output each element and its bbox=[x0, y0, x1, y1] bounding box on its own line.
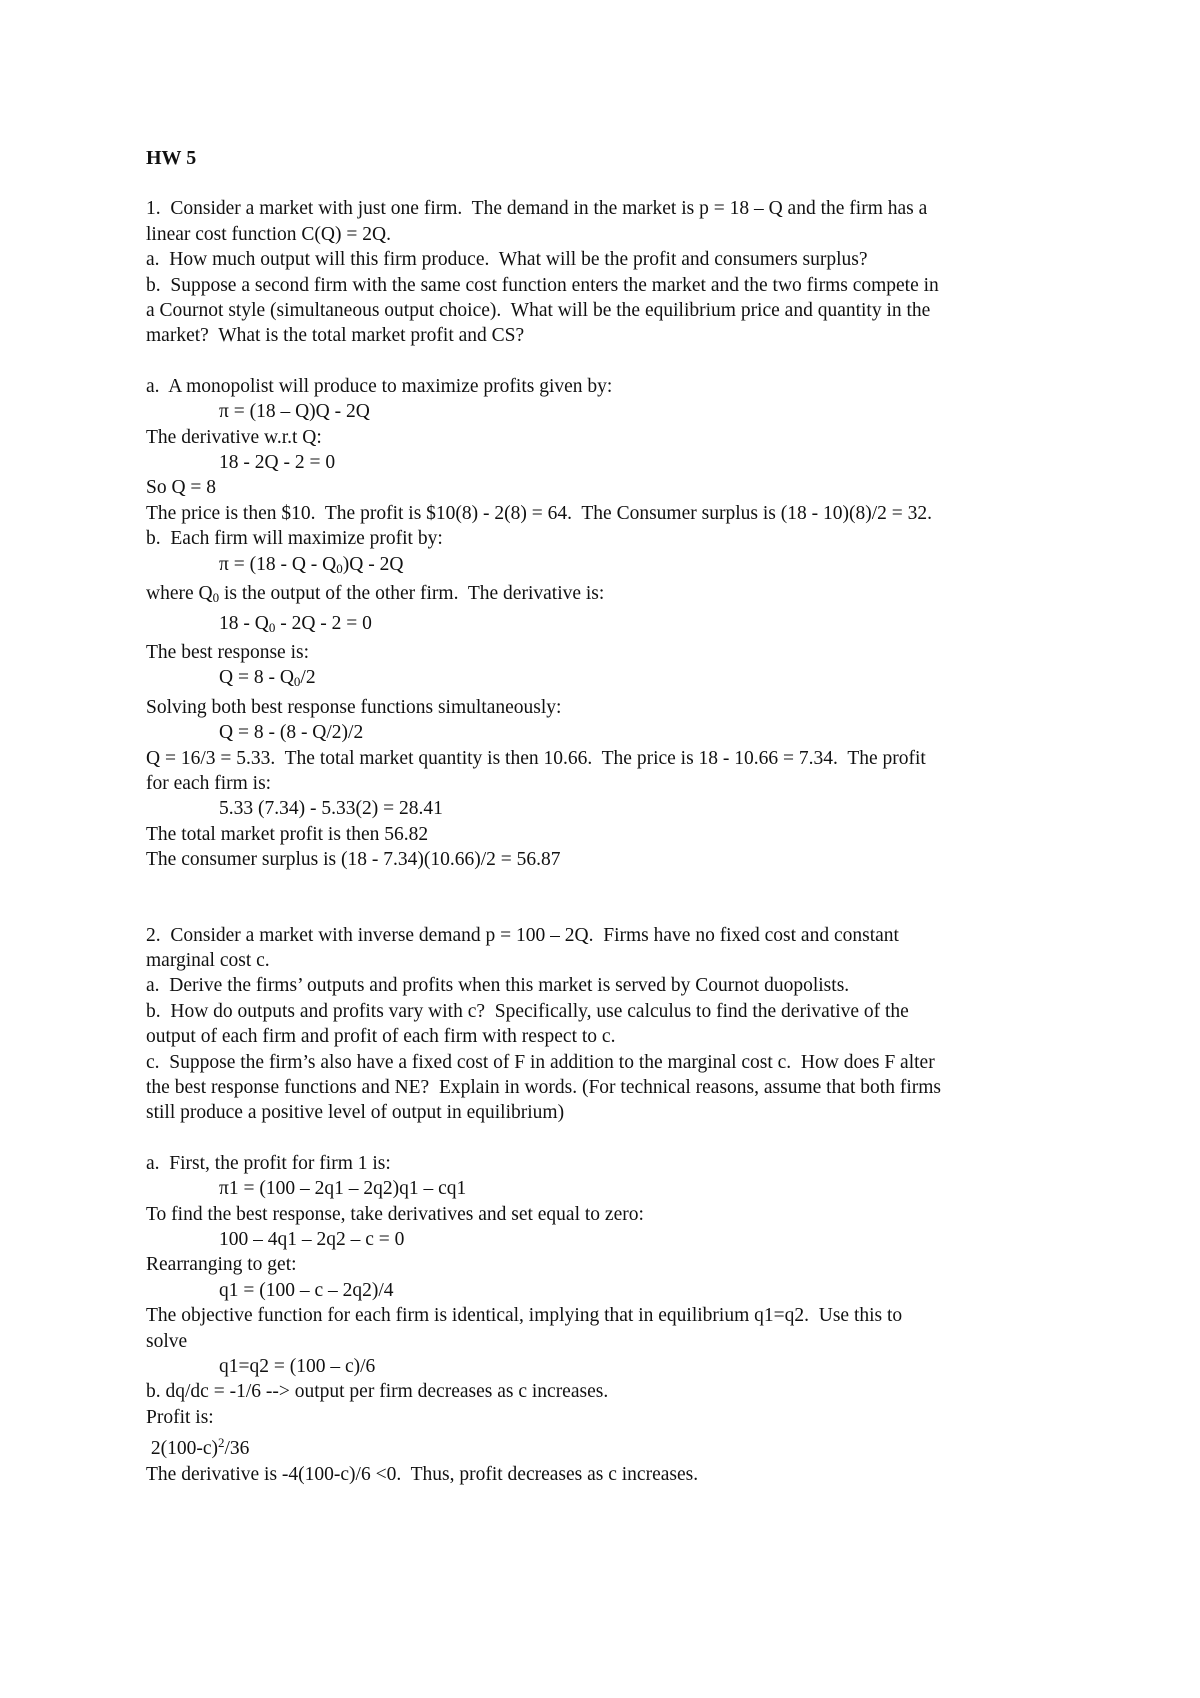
equation: $2(100-c)^2/36$ bbox=[146, 1435, 250, 1460]
text-line: still produce a positive level of output in equilibrium) bbox=[146, 1102, 565, 1124]
text-line: To find the best response, take derivatives and set equal to zero: bbox=[146, 1203, 644, 1225]
equation: q1 = (100 – c – 2q2)/4 bbox=[219, 1279, 394, 1301]
text-line: b. dq/dc = -1/6 --> output per firm decreases as c increases. bbox=[146, 1381, 609, 1403]
text-line: b. Suppose a second firm with the same cost function enters the market and the two firms compete in bbox=[146, 274, 939, 296]
text-line: Solving both best response functions simultaneously: bbox=[146, 696, 562, 718]
text-line: the best response functions and NE? Explain in words. (For technical reasons, assume that both firms bbox=[146, 1077, 941, 1098]
text-line: b. How do outputs and profits vary with c? Specifically, use calculus to find the derivative of the bbox=[146, 1000, 909, 1022]
document-body bbox=[146, 146, 1076, 1487]
text-line: Profit is: bbox=[146, 1406, 214, 1428]
text-line: marginal cost c. bbox=[146, 949, 270, 971]
text-line: a. First, the profit for firm 1 is: bbox=[146, 1152, 391, 1174]
text-line: a Cournot style (simultaneous output choice). What will be the equilibrium price and quantity in the bbox=[146, 300, 931, 322]
text-line: linear cost function C(Q) = 2Q. bbox=[146, 223, 391, 245]
equation: Q = 8 - (8 - Q/2)/2 bbox=[219, 722, 364, 744]
text-line: Q = 16/3 = 5.33. The total market quantity is then 10.66. The price is 18 - 10.66 = 7.34. The profit bbox=[146, 747, 926, 769]
text-line: output of each firm and profit of each firm with respect to c. bbox=[146, 1026, 616, 1048]
text-line: The derivative w.r.t Q: bbox=[146, 426, 322, 448]
equation: 5.33 (7.34) - 5.33(2) = 28.41 bbox=[219, 798, 443, 820]
text-line: The total market profit is then 56.82 bbox=[146, 823, 429, 845]
equation: π1 = (100 – 2q1 – 2q2)q1 – cq1 bbox=[219, 1178, 467, 1200]
text-line: Rearranging to get: bbox=[146, 1254, 297, 1276]
text-line: a. A monopolist will produce to maximize profits given by: bbox=[146, 375, 613, 397]
equation: 18 - 2Q - 2 = 0 bbox=[219, 452, 336, 474]
text-line: a. How much output will this firm produce. What will be the profit and consumers surplus? bbox=[146, 249, 868, 271]
text-line: The price is then $10. The profit is $10(8) - 2(8) = 64. The Consumer surplus is (18 - 10)(8)/2 = 32. bbox=[146, 502, 932, 524]
equation: $Q = 8 - Q_0/2$ bbox=[219, 667, 316, 690]
text-line: where $Q_0$ is the output of the other firm. The derivative is: bbox=[146, 583, 605, 606]
doc-title: HW 5 bbox=[146, 147, 197, 169]
answer-1 bbox=[146, 374, 1076, 873]
question-1 bbox=[146, 196, 1076, 348]
text-line: b. Each firm will maximize profit by: bbox=[146, 528, 443, 550]
question-2 bbox=[146, 923, 1076, 1126]
answer-2 bbox=[146, 1151, 1076, 1487]
text-line: The objective function for each firm is identical, implying that in equilibrium q1=q2. Use this to bbox=[146, 1305, 903, 1327]
text-line: The consumer surplus is (18 - 7.34)(10.66)/2 = 56.87 bbox=[146, 849, 561, 871]
text-line: solve bbox=[146, 1330, 188, 1352]
equation: $18 - Q_0 - 2Q - 2 = 0$ bbox=[219, 612, 372, 635]
text-line: a. Derive the firms’ outputs and profits when this market is served by Cournot duopolists. bbox=[146, 975, 850, 997]
equation: π = (18 – Q)Q - 2Q bbox=[219, 401, 370, 423]
text-line: So Q = 8 bbox=[146, 477, 217, 499]
text-line: The derivative is -4(100-c)/6 <0. Thus, profit decreases as c increases. bbox=[146, 1463, 699, 1485]
equation: $\pi = (18 - Q - Q_0)Q - 2Q$ bbox=[219, 553, 404, 576]
equation: q1=q2 = (100 – c)/6 bbox=[219, 1356, 376, 1378]
equation: 100 – 4q1 – 2q2 – c = 0 bbox=[219, 1229, 405, 1251]
text-line: for each firm is: bbox=[146, 772, 272, 794]
text-line: c. Suppose the firm’s also have a fixed cost of F in addition to the marginal cost c. How does F alter bbox=[146, 1051, 935, 1073]
text-line: market? What is the total market profit and CS? bbox=[146, 325, 525, 347]
text-line: 2. Consider a market with inverse demand p = 100 – 2Q. Firms have no fixed cost and constant bbox=[146, 924, 899, 946]
text-line: The best response is: bbox=[146, 641, 310, 663]
text-line: 1. Consider a market with just one firm. The demand in the market is p = 18 – Q and the firm has a bbox=[146, 198, 928, 220]
